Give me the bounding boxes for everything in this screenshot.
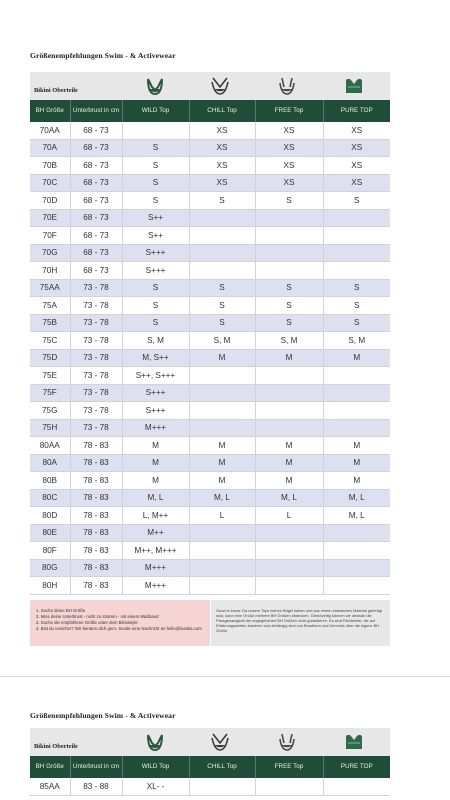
table-cell (189, 559, 255, 577)
table-cell: XS (189, 174, 255, 192)
table-cell (189, 209, 255, 227)
table-cell: 68 - 73 (70, 139, 122, 157)
instruction-step: 2. Miss deine Unterbrust - nicht zu stramm - mit einem Maßband (36, 614, 159, 619)
table-cell (189, 367, 255, 385)
column-header-wild-top: WILD Top (122, 100, 189, 122)
table-cell: S+++ (122, 402, 189, 420)
table-cell: L, M++ (122, 507, 189, 525)
table-cell: 78 - 83 (70, 472, 122, 490)
table-cell: M (255, 454, 323, 472)
table-cell (122, 122, 189, 139)
table-cell: S (323, 192, 390, 210)
column-header-underbust: Unterbrust in cm (70, 756, 122, 778)
table-cell: 68 - 73 (70, 244, 122, 262)
table-cell: 73 - 78 (70, 279, 122, 297)
table-cell: M (323, 454, 390, 472)
table-cell: M+++ (122, 559, 189, 577)
table-cell (323, 524, 390, 542)
table-cell: 73 - 78 (70, 419, 122, 437)
instructions-note (30, 600, 210, 646)
table-cell: S (122, 314, 189, 332)
table-row (30, 157, 390, 175)
table-cell (255, 227, 323, 245)
table-cell: S, M (189, 332, 255, 350)
table-cell (255, 542, 323, 560)
table-cell: 80F (30, 542, 70, 560)
good-to-know-note (211, 600, 390, 646)
table-cell: S (122, 139, 189, 157)
table-cell: 73 - 78 (70, 349, 122, 367)
table-cell: 78 - 83 (70, 489, 122, 507)
table-cell (323, 262, 390, 280)
table-cell (323, 227, 390, 245)
table-cell: 70B (30, 157, 70, 175)
free-top-thumbnail-icon (276, 75, 298, 97)
table-cell: 68 - 73 (70, 157, 122, 175)
table-cell: M (255, 349, 323, 367)
table-cell: 80A (30, 454, 70, 472)
table-cell (255, 402, 323, 420)
table-cell: 70G (30, 244, 70, 262)
table-cell: S (189, 192, 255, 210)
table-cell: M (122, 454, 189, 472)
table-cell: M+++ (122, 577, 189, 595)
table-cell: XS (323, 174, 390, 192)
instruction-step: 3. Suche die empfohlene Größe unter dem Bikinistyle (36, 620, 138, 625)
table-header-row (30, 100, 390, 122)
table-cell: 73 - 78 (70, 402, 122, 420)
table-cell (255, 244, 323, 262)
table-row (30, 227, 390, 245)
table-cell: M+++ (122, 419, 189, 437)
table-cell: 75H (30, 419, 70, 437)
table-cell: S (122, 174, 189, 192)
table-row (30, 297, 390, 315)
table-row (30, 437, 390, 455)
table-cell: S (122, 279, 189, 297)
table-cell: 70F (30, 227, 70, 245)
table-cell: XS (323, 122, 390, 139)
column-header-free-top: FREE Top (255, 100, 323, 122)
table-body (30, 778, 390, 795)
table-cell: 78 - 83 (70, 454, 122, 472)
table-cell (323, 209, 390, 227)
table-cell: M (189, 454, 255, 472)
table-row (30, 279, 390, 297)
table-cell: M, L (255, 489, 323, 507)
table-cell: S (255, 297, 323, 315)
table-row (30, 489, 390, 507)
page-title: Größenempfehlungen Swim - & Activewear (30, 51, 176, 60)
table-cell: 73 - 78 (70, 367, 122, 385)
table-row (30, 778, 390, 795)
table-cell (323, 244, 390, 262)
table-cell (323, 419, 390, 437)
table-cell: XS (255, 139, 323, 157)
instruction-step: 1. Suche deine BH Größe (36, 608, 86, 613)
table-cell: XS (189, 157, 255, 175)
table-cell: 73 - 78 (70, 297, 122, 315)
table-cell: M (122, 472, 189, 490)
table-cell: L (189, 507, 255, 525)
table-cell: S (122, 192, 189, 210)
table-cell: 75D (30, 349, 70, 367)
table-cell: M (122, 437, 189, 455)
table-cell: S (255, 279, 323, 297)
table-cell: XS (323, 157, 390, 175)
category-band (30, 728, 390, 756)
table-cell: 68 - 73 (70, 262, 122, 280)
table-cell (323, 402, 390, 420)
table-cell: M (189, 437, 255, 455)
page-title: Größenempfehlungen Swim - & Activewear (30, 711, 176, 720)
table-cell: 75G (30, 402, 70, 420)
table-cell: 70H (30, 262, 70, 280)
table-cell: S++ (122, 209, 189, 227)
table-row (30, 577, 390, 595)
table-cell: 75B (30, 314, 70, 332)
instruction-step: 4. Bist du unsicher? Wir beraten dich gern. Sende eine Nachricht an hello@inaska.com (36, 626, 202, 631)
table-cell: L (255, 507, 323, 525)
table-row (30, 384, 390, 402)
table-cell: 80AA (30, 437, 70, 455)
table-cell: XL- - (122, 778, 189, 795)
table-cell: 73 - 78 (70, 384, 122, 402)
table-cell: S (189, 279, 255, 297)
table-cell: M, L (189, 489, 255, 507)
table-cell: M (323, 472, 390, 490)
table-cell: 68 - 73 (70, 192, 122, 210)
table-row (30, 367, 390, 385)
table-cell: 75A (30, 297, 70, 315)
table-cell (323, 384, 390, 402)
table-cell: M, L (323, 489, 390, 507)
table-cell: M (189, 472, 255, 490)
table-cell: S++ (122, 227, 189, 245)
chill-top-thumbnail-icon (209, 731, 231, 753)
wild-top-thumbnail-icon (144, 75, 166, 97)
table-cell (255, 419, 323, 437)
table-row (30, 419, 390, 437)
column-header-chill-top: CHILL Top (189, 756, 255, 778)
table-cell (323, 778, 390, 795)
table-cell: XS (189, 139, 255, 157)
table-cell: M (323, 349, 390, 367)
table-cell: M (255, 472, 323, 490)
table-cell: S (122, 157, 189, 175)
good-to-know-text: Good to know: Da unsere Tops keinen Bügel haben und aus einem elastischen Material gefertigt sind, kann eine Größe mehrere BH Größen abdecken. Gleichzeitig können wir deshalb die Passgenauigkeit der angegebenen BH Größen nicht garantieren. Es sind Richtwerte, die auf Erfahrungswerten basieren und abhängig sind von Brustform und Kenntnis über die eigene BH Größe. (216, 608, 383, 633)
size-chart-page-2 (0, 677, 450, 800)
table-cell: 68 - 73 (70, 122, 122, 139)
column-header-free-top: FREE Top (255, 756, 323, 778)
table-cell: 78 - 83 (70, 559, 122, 577)
table-cell: M, S++ (122, 349, 189, 367)
table-cell: S (323, 297, 390, 315)
table-cell: S (189, 314, 255, 332)
table-cell: XS (255, 174, 323, 192)
table-cell: S (255, 192, 323, 210)
table-row (30, 402, 390, 420)
table-row (30, 192, 390, 210)
table-cell (189, 262, 255, 280)
table-cell: 78 - 83 (70, 577, 122, 595)
column-header-chill-top: CHILL Top (189, 100, 255, 122)
table-row (30, 507, 390, 525)
column-header-pure-top: PURE TOP (323, 756, 390, 778)
table-cell: S++, S+++ (122, 367, 189, 385)
table-cell: 68 - 73 (70, 227, 122, 245)
table-cell: 73 - 78 (70, 314, 122, 332)
table-cell (255, 209, 323, 227)
table-cell (189, 384, 255, 402)
size-table (30, 756, 390, 796)
table-cell: S (122, 297, 189, 315)
table-row (30, 559, 390, 577)
table-cell (189, 524, 255, 542)
table-cell (323, 577, 390, 595)
table-cell: S (189, 297, 255, 315)
table-cell: 78 - 83 (70, 524, 122, 542)
table-cell (255, 778, 323, 795)
table-cell (323, 559, 390, 577)
category-label: Bikini Oberteile (34, 87, 78, 94)
table-cell (189, 542, 255, 560)
category-label: Bikini Oberteile (34, 743, 78, 750)
table-cell: 70E (30, 209, 70, 227)
table-cell: 80H (30, 577, 70, 595)
table-cell: 70AA (30, 122, 70, 139)
table-cell: S+++ (122, 384, 189, 402)
table-cell: M++ (122, 524, 189, 542)
table-cell: M, L (323, 507, 390, 525)
table-cell: S+++ (122, 262, 189, 280)
table-cell: 75E (30, 367, 70, 385)
table-cell (255, 524, 323, 542)
category-band (30, 72, 390, 100)
table-cell (255, 577, 323, 595)
column-header-wild-top: WILD Top (122, 756, 189, 778)
table-cell: 70C (30, 174, 70, 192)
table-cell: M (255, 437, 323, 455)
table-cell (323, 367, 390, 385)
table-cell: 70D (30, 192, 70, 210)
table-cell: S (323, 314, 390, 332)
table-row (30, 542, 390, 560)
table-cell: M, L (122, 489, 189, 507)
table-cell: S, M (255, 332, 323, 350)
table-row (30, 174, 390, 192)
table-cell: S+++ (122, 244, 189, 262)
table-cell: 68 - 73 (70, 174, 122, 192)
table-cell: 80B (30, 472, 70, 490)
table-cell: 80E (30, 524, 70, 542)
column-header-pure-top: PURE TOP (323, 100, 390, 122)
table-cell: S (323, 279, 390, 297)
table-body (30, 122, 390, 594)
table-cell: XS (255, 157, 323, 175)
table-cell (255, 384, 323, 402)
table-cell (189, 778, 255, 795)
table-cell (189, 419, 255, 437)
chill-top-thumbnail-icon (209, 75, 231, 97)
table-row (30, 209, 390, 227)
table-cell: 80D (30, 507, 70, 525)
table-cell: 83 - 88 (70, 778, 122, 795)
table-row (30, 314, 390, 332)
wild-top-thumbnail-icon (144, 731, 166, 753)
table-cell (189, 577, 255, 595)
table-cell (189, 227, 255, 245)
free-top-thumbnail-icon (276, 731, 298, 753)
table-cell (189, 244, 255, 262)
table-row (30, 262, 390, 280)
size-table (30, 100, 390, 595)
table-header-row (30, 756, 390, 778)
table-row (30, 349, 390, 367)
table-cell (255, 367, 323, 385)
column-header-bh-size: BH Größe (30, 100, 70, 122)
table-cell (323, 542, 390, 560)
table-cell: 85AA (30, 778, 70, 795)
column-header-bh-size: BH Größe (30, 756, 70, 778)
table-cell: XS (323, 139, 390, 157)
table-cell: 70A (30, 139, 70, 157)
table-cell (189, 402, 255, 420)
table-cell (255, 559, 323, 577)
table-cell: XS (255, 122, 323, 139)
table-cell: 68 - 73 (70, 209, 122, 227)
table-cell (255, 262, 323, 280)
table-cell: 80C (30, 489, 70, 507)
table-row (30, 332, 390, 350)
table-cell: 75C (30, 332, 70, 350)
table-cell: 78 - 83 (70, 507, 122, 525)
table-cell: S, M (122, 332, 189, 350)
table-cell: S, M (323, 332, 390, 350)
table-cell: M (189, 349, 255, 367)
table-cell: M (323, 437, 390, 455)
table-cell: 75AA (30, 279, 70, 297)
table-cell: M++, M+++ (122, 542, 189, 560)
table-cell: 78 - 83 (70, 542, 122, 560)
table-cell: S (255, 314, 323, 332)
table-cell: XS (189, 122, 255, 139)
table-cell: 78 - 83 (70, 437, 122, 455)
pure-top-thumbnail-icon (343, 731, 365, 753)
table-cell: 80G (30, 559, 70, 577)
table-row (30, 454, 390, 472)
table-row (30, 139, 390, 157)
table-row (30, 524, 390, 542)
column-header-underbust: Unterbrust in cm (70, 100, 122, 122)
table-row (30, 122, 390, 139)
table-row (30, 244, 390, 262)
table-row (30, 472, 390, 490)
table-cell: 75F (30, 384, 70, 402)
pure-top-thumbnail-icon (343, 75, 365, 97)
table-cell: 73 - 78 (70, 332, 122, 350)
